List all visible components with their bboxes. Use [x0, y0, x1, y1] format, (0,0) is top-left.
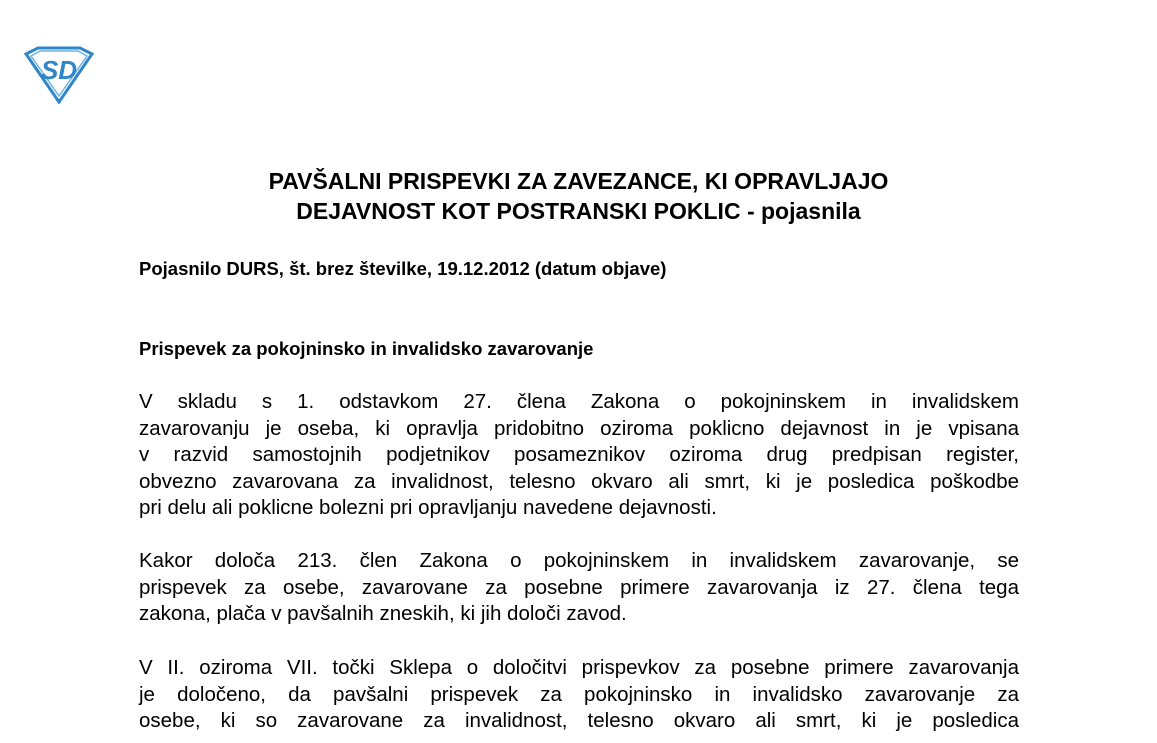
source-reference: Pojasnilo DURS, št. brez številke, 19.12.2012 (datum objave) [139, 258, 667, 279]
title-line-2: DEJAVNOST KOT POSTRANSKI POKLIC - pojasnila [296, 198, 861, 224]
paragraph-line: V skladu s 1. odstavkom 27. člena Zakona o pokojninskem in invalidskem [139, 390, 1019, 413]
paragraph-1 [139, 389, 1019, 522]
paragraph-line: v razvid samostojnih podjetnikov posameznikov oziroma drug predpisan register, [139, 443, 1019, 467]
document-title [0, 166, 1157, 226]
paragraph-line: obvezno zavarovana za invalidnost, telesno okvaro ali smrt, ki je posledica poškodbe [139, 469, 1019, 493]
sd-logo [22, 46, 96, 104]
paragraph-line: V II. oziroma VII. točki Sklepa o določitvi prispevkov za posebne primere zavarovanja [139, 656, 1019, 679]
paragraph-line: Kakor določa 213. člen Zakona o pokojninskem in invalidskem zavarovanje, se [139, 549, 1019, 572]
paragraph-line: zavarovanju je oseba, ki opravlja pridobitno oziroma poklicno dejavnost in je vpisana [139, 416, 1019, 440]
paragraph-line: zakona, plača v pavšalnih zneskih, ki jih določi zavod. [139, 602, 627, 626]
logo-letters: SD [40, 55, 78, 85]
paragraph-line: pri delu ali poklicne bolezni pri opravljanju navedene dejavnosti. [139, 496, 717, 520]
sd-logo-icon [22, 46, 96, 104]
paragraph-2 [139, 548, 1019, 628]
paragraph-line: prispevek za osebe, zavarovane za posebne primere zavarovanja iz 27. člena tega [139, 575, 1019, 599]
paragraph-line: osebe, ki so zavarovane za invalidnost, telesno okvaro ali smrt, ki je posledica [139, 709, 1019, 733]
paragraph-3 [139, 655, 1019, 735]
title-line-1: PAVŠALNI PRISPEVKI ZA ZAVEZANCE, KI OPRAVLJAJO [268, 168, 889, 194]
section-heading: Prispevek za pokojninsko in invalidsko zavarovanje [139, 338, 594, 359]
paragraph-line: je določeno, da pavšalni prispevek za pokojninsko in invalidsko zavarovanje za [139, 682, 1019, 706]
